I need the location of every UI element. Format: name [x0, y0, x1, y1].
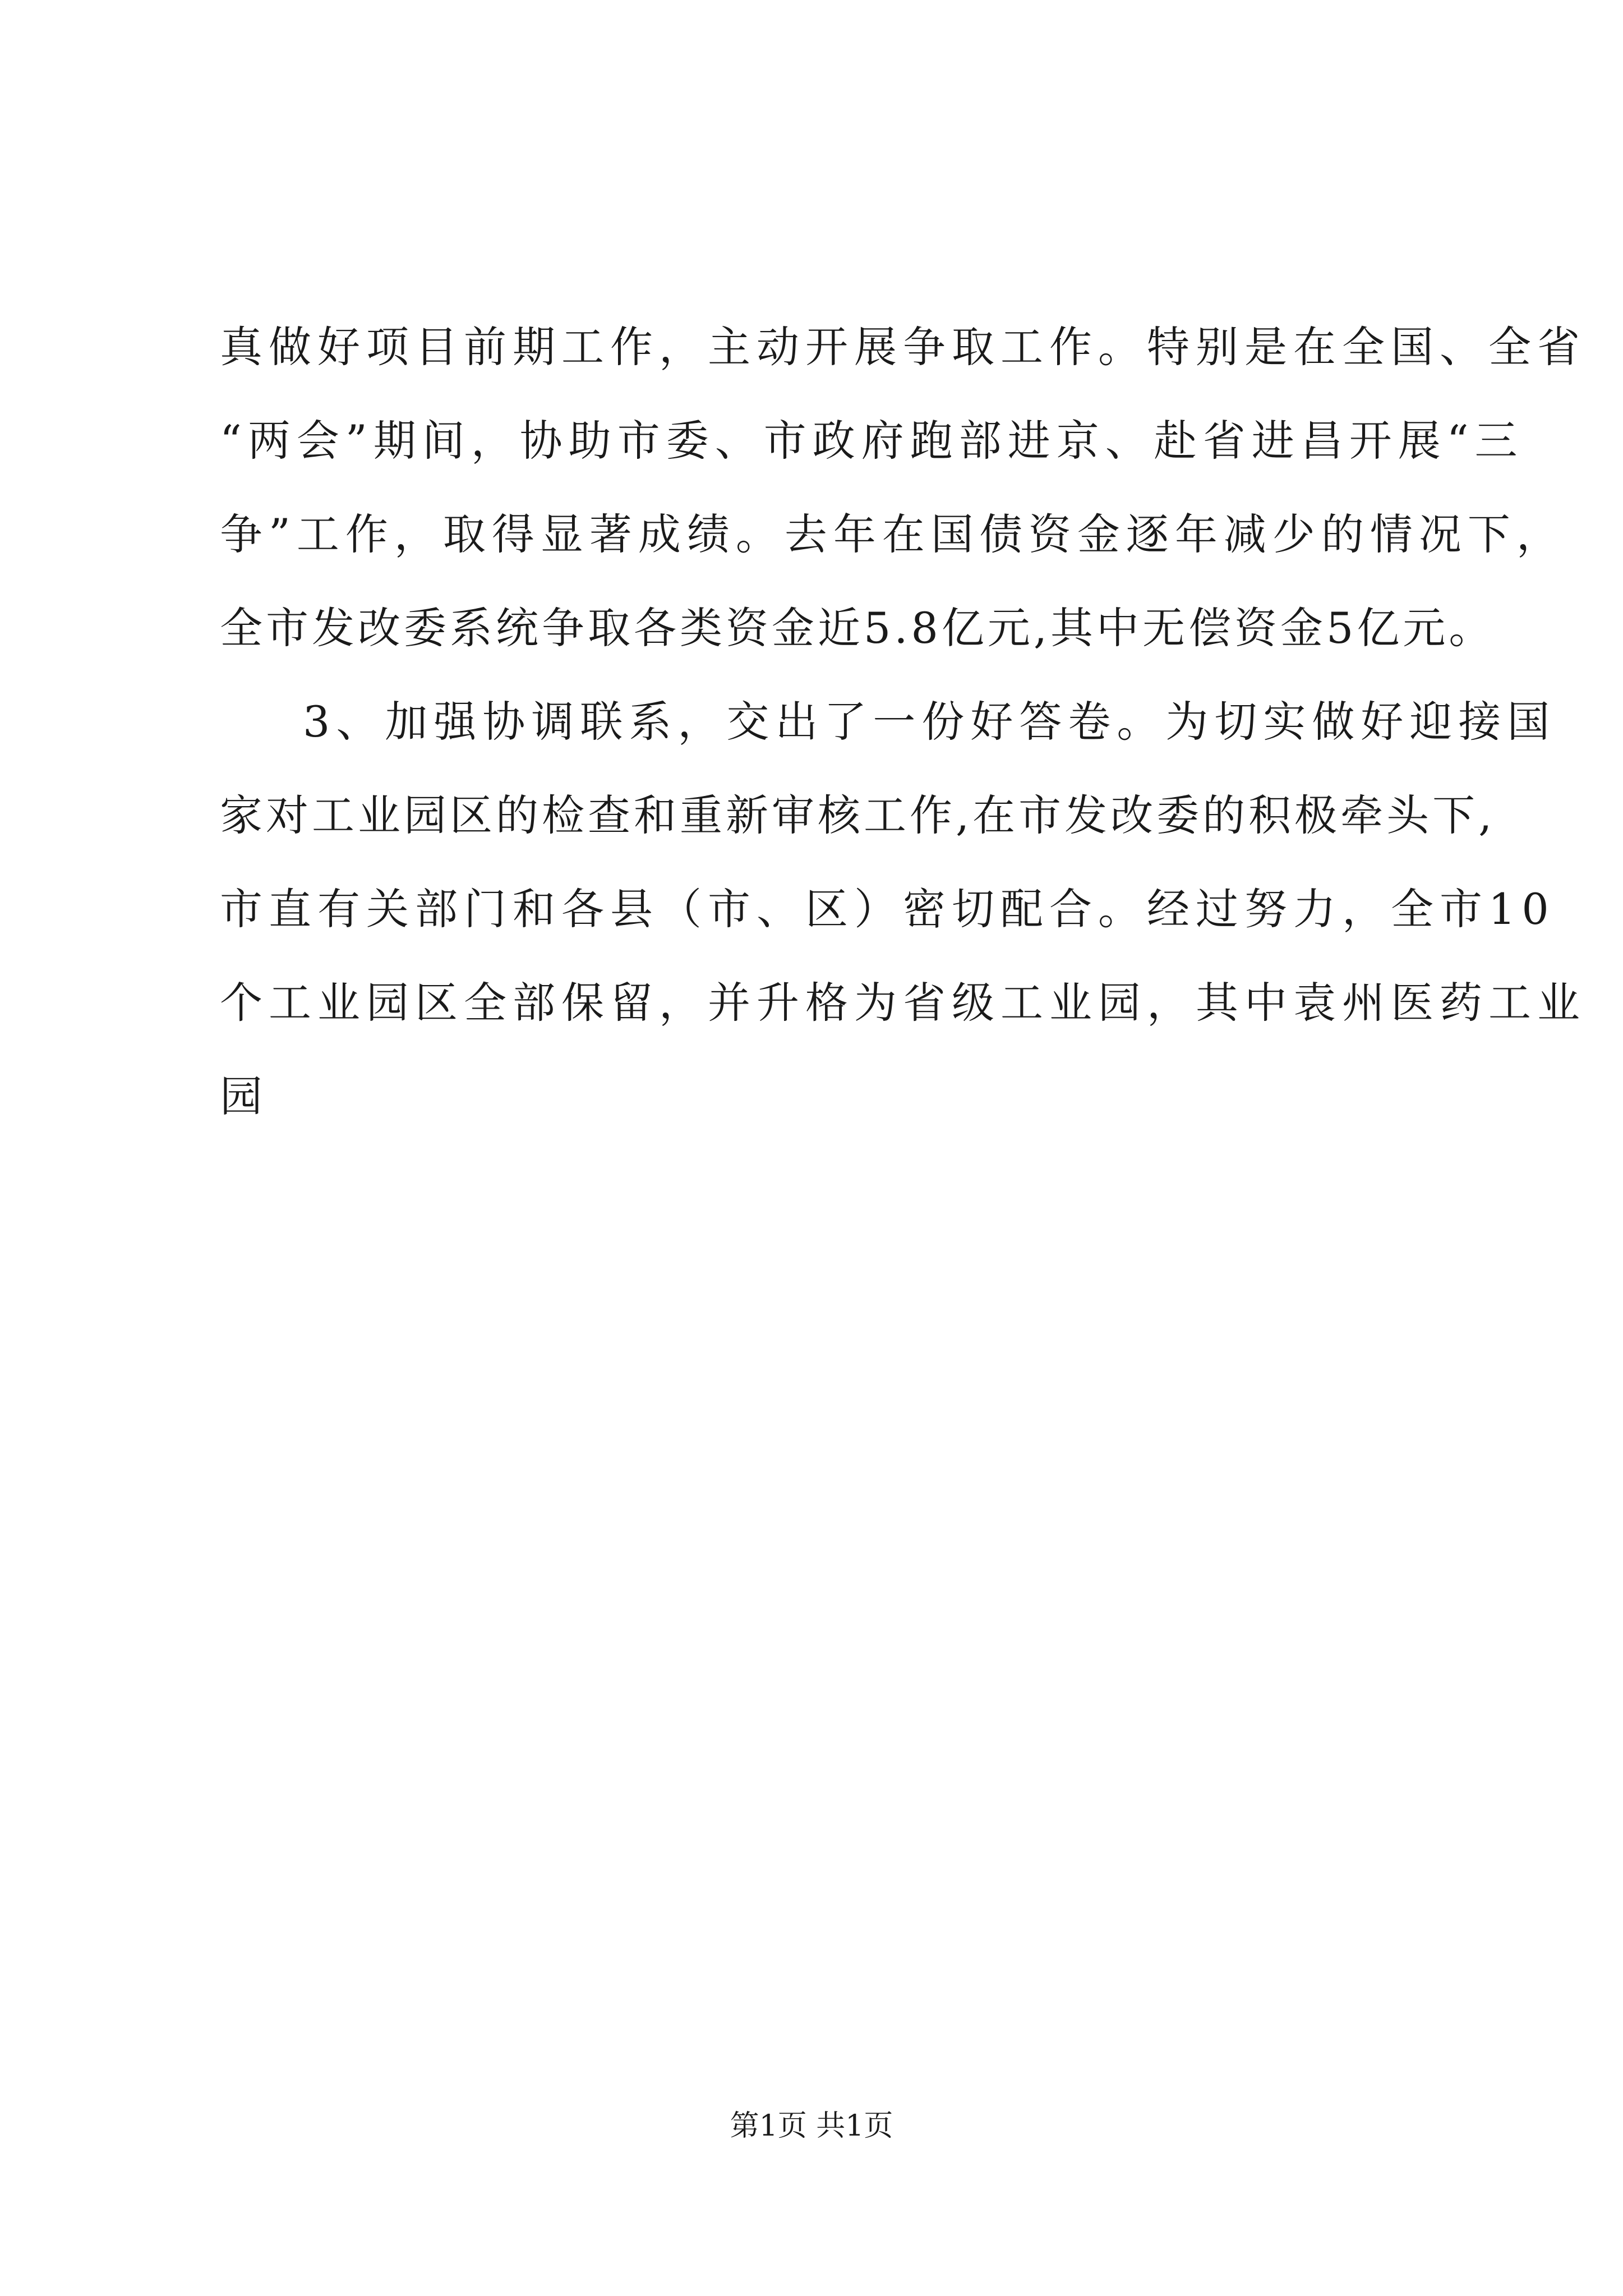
text-line: 园 [220, 1071, 269, 1121]
text-line: 市直有关部门和各县（市、区）密切配合。经过努力，全市10 [220, 884, 1555, 934]
body-text [220, 300, 1586, 1143]
paragraph-start-line: 3、加强协调联系，交出了一份好答卷。为切实做好迎接国 [303, 697, 1556, 747]
text-line: 争”工作，取得显著成绩。去年在国债资金逐年减少的情况下， [220, 509, 1565, 559]
text-line: “两会”期间，协助市委、市政府跑部进京、赴省进昌开展“三 [220, 416, 1524, 466]
text-line: 个工业园区全部保留，并升格为省级工业园，其中袁州医药工业 [220, 978, 1586, 1028]
text-line: 真做好项目前期工作，主动开展争取工作。特别是在全国、全省 [220, 322, 1586, 372]
text-line: 全市发改委系统争取各类资金近5.8亿元,其中无偿资金5亿元。 [220, 603, 1495, 653]
text-line: 家对工业园区的检查和重新审核工作,在市发改委的积极牵头下, [220, 790, 1496, 840]
page-footer: 第1页 共1页 [730, 2109, 893, 2143]
